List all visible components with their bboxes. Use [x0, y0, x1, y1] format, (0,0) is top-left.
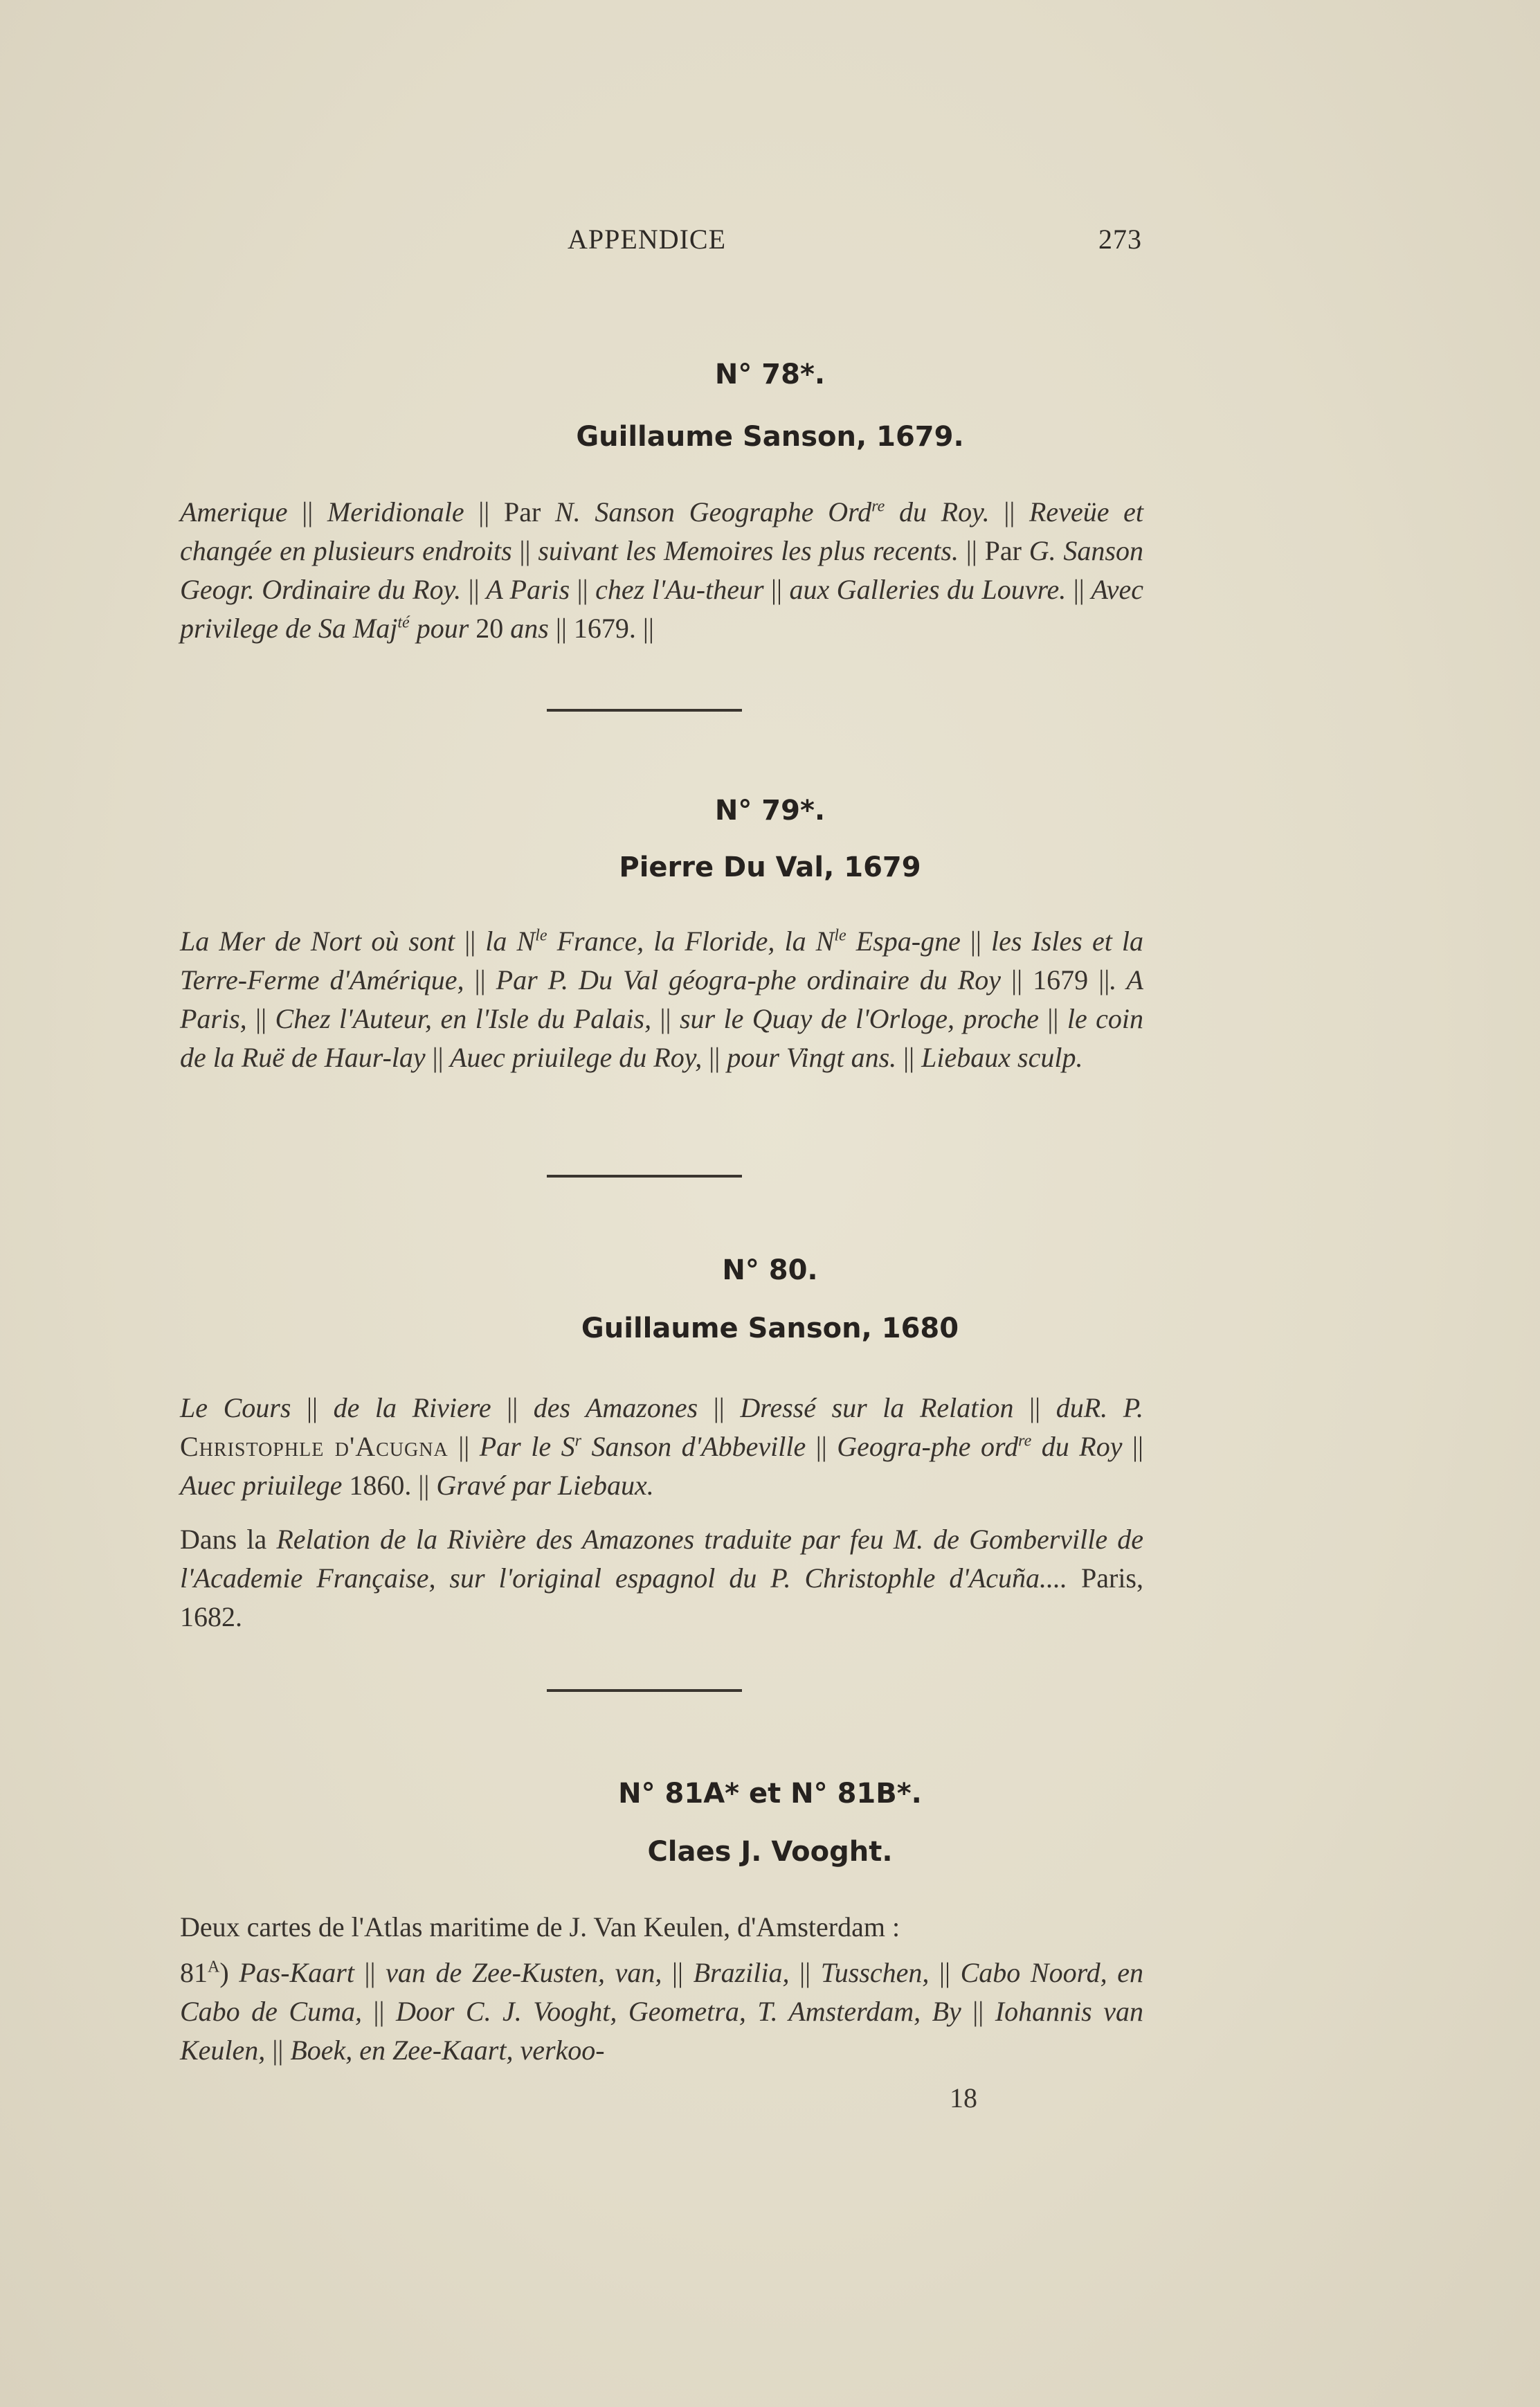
- entry-81-name: Claes J. Vooght.: [647, 1836, 893, 1868]
- entry-80-name: Guillaume Sanson, 1680: [581, 1313, 959, 1344]
- entry-79-number: N° 79*.: [714, 795, 826, 827]
- entry-78-name: Guillaume Sanson, 1679.: [576, 421, 964, 453]
- entry-80-number: N° 80.: [722, 1254, 818, 1286]
- entry-81-number: N° 81A* et N° 81B*.: [618, 1778, 922, 1810]
- entry-81-description: $81^A$) Pas-Kaart || van de Zee-Kusten, van, || Brazilia, || Tusschen, || Cabo Noord, en Cabo de Cuma, || Door C. J. Vooght, Geometra, T. Amsterdam, By || Iohannis van Keulen, || Boek, en Zee-Kaart, verkoo-: [180, 1957, 1144, 2066]
- entry-80-note: Dans la Relation de la Rivière des Amazones traduite par feu M. de Gomberville de l'Academie Française, sur l'original espagnol du P. Christophle d'Acuña.... Paris, 1682.: [180, 1524, 1143, 1632]
- section-divider: [547, 1175, 742, 1178]
- header-title: APPENDICE: [568, 224, 727, 255]
- entry-78-number: N° 78*.: [714, 359, 826, 390]
- entry-81-intro: Deux cartes de l'Atlas maritime de J. Van Keulen, d'Amsterdam :: [180, 1911, 900, 1942]
- entry-80-description: Le Cours || de la Riviere || des Amazones || Dressé sur la Relation || duR. P. Christophle d'Acugna || Par le $S^r$ Sanson d'Abbeville || Geogra-phe ord$^{re}$ du Roy || Auec priuilege 1860. || Gravé par Liebaux.: [180, 1392, 1144, 1501]
- section-divider: [547, 709, 742, 712]
- page-number: 273: [1098, 224, 1142, 255]
- entry-78-description: Amerique || Meridionale || Par N. Sanson Geographe Ord$^{re}$ du Roy. || Reveüe et changée en plusieurs endroits || suivant les Memoires les plus recents. || Par G. Sanson Geogr. Ordinaire du Roy. || A Paris || chez l'Au-theur || aux Galleries du Louvre. || Avec privilege de Sa Maj$^{té}$ pour 20 ans || 1679. ||: [180, 496, 1144, 644]
- section-divider: [547, 1689, 742, 1692]
- entry-79-description: La Mer de Nort où sont || la $N^{le}$ France, la Floride, la $N^{le}$ Espa-gne || les Isles et la Terre-Ferme d'Amérique, || Par P. Du Val géogra-phe ordinaire du Roy || 1679 ||. A Paris, || Chez l'Auteur, en l'Isle du Palais, || sur le Quay de l'Orloge, proche || le coin de la Ruë de Haur-lay || Auec priuilege du Roy, || pour Vingt ans. || Liebaux sculp.: [180, 926, 1144, 1073]
- signature-mark: 18: [950, 2082, 977, 2113]
- running-header: [568, 223, 1142, 264]
- entry-79-name: Pierre Du Val, 1679: [619, 851, 921, 883]
